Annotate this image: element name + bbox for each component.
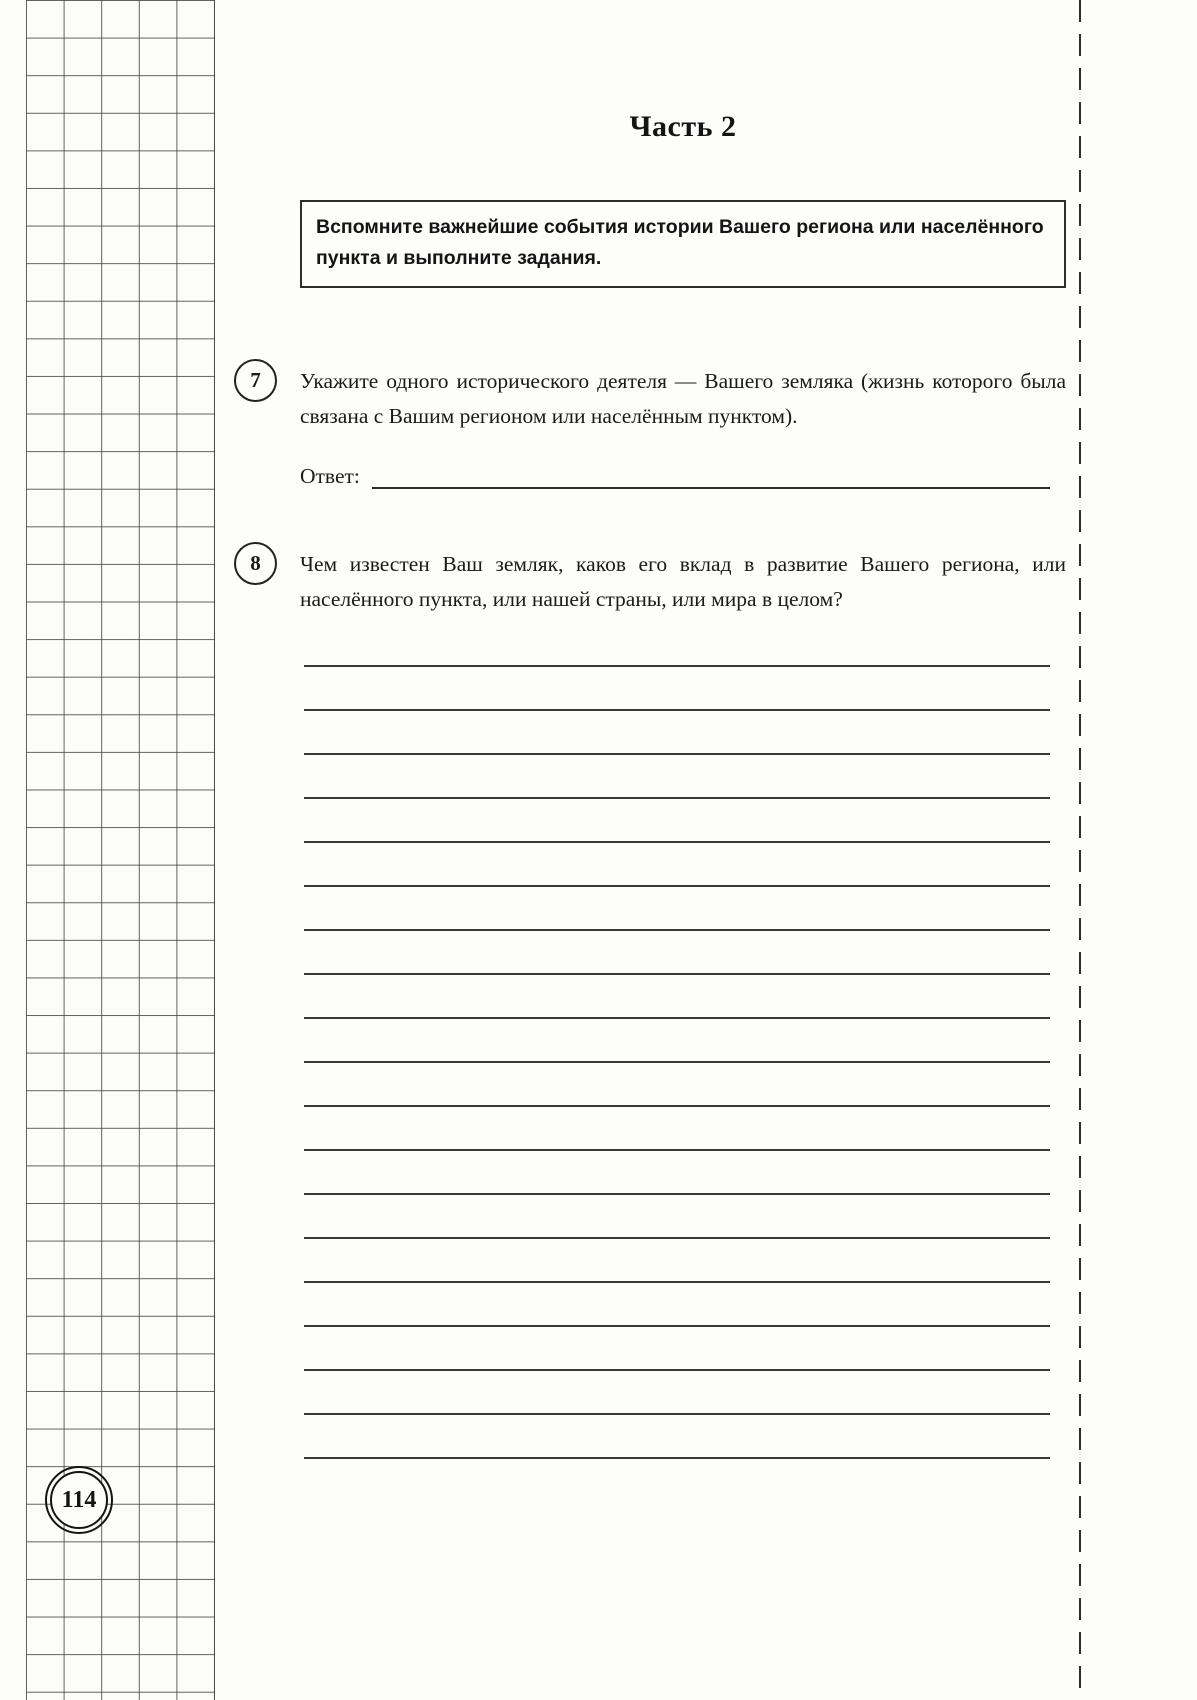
question-7-number-badge: 7 [234, 359, 277, 402]
graph-paper-margin [26, 0, 215, 1700]
answer-line [304, 1457, 1050, 1459]
answer-blank-line [372, 483, 1050, 489]
answer-line [304, 1237, 1050, 1239]
question-7-answer-row [300, 464, 1066, 489]
part-title: Часть 2 [629, 110, 737, 143]
answer-line [304, 885, 1050, 887]
answer-line [304, 1413, 1050, 1415]
answer-lines-area [300, 665, 1066, 1459]
answer-line [304, 1325, 1050, 1327]
answer-line [304, 1369, 1050, 1371]
answer-line [304, 1149, 1050, 1151]
page-number: 114 [61, 1486, 97, 1513]
answer-line [304, 665, 1050, 667]
page-content [250, 0, 1066, 1459]
dashed-cut-line [1079, 0, 1081, 1700]
answer-line [304, 1193, 1050, 1195]
answer-line [304, 973, 1050, 975]
answer-line [304, 1105, 1050, 1107]
answer-line [304, 753, 1050, 755]
answer-line [304, 1281, 1050, 1283]
answer-line [304, 929, 1050, 931]
question-8-number-badge: 8 [234, 542, 277, 585]
answer-line [304, 1017, 1050, 1019]
question-8-text: Чем известен Ваш земляк, каков его вклад в развитие Вашего региона, или населённого пункта, или нашей страны, или мира в целом? [300, 551, 1066, 611]
instruction-text: Вспомните важнейшие события истории Вашего региона или населённого пункта и выполните задания. [316, 216, 1044, 269]
question-7 [250, 364, 1066, 434]
instruction-box [300, 200, 1066, 288]
answer-line [304, 1061, 1050, 1063]
question-7-text: Укажите одного исторического деятеля — Вашего земляка (жизнь которого была связана с Вашим регионом или населённым пунктом). [300, 368, 1066, 428]
page-number-badge [50, 1471, 108, 1529]
answer-label: Ответ: [300, 463, 360, 488]
question-8 [250, 547, 1066, 617]
answer-line [304, 797, 1050, 799]
answer-line [304, 841, 1050, 843]
answer-line [304, 709, 1050, 711]
